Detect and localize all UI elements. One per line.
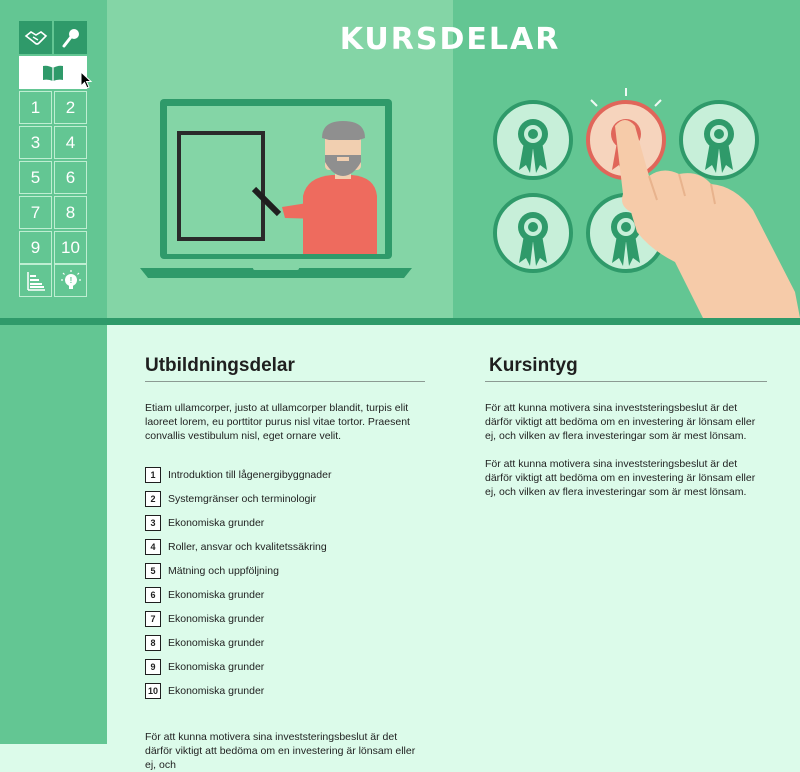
section-heading: Utbildningsdelar (145, 355, 425, 382)
mouse-cursor-icon (80, 71, 92, 89)
lesson-label: Mätning och uppföljning (168, 565, 279, 577)
lesson-item[interactable] (145, 607, 425, 631)
certificate-section (485, 325, 767, 499)
lesson-item[interactable] (145, 583, 425, 607)
chapter-button-2[interactable]: 2 (54, 91, 87, 124)
lesson-item[interactable] (145, 511, 425, 535)
lesson-number: 2 (145, 491, 161, 507)
page-title: KURSDELAR (339, 22, 561, 57)
lesson-label: Systemgränser och terminologir (168, 493, 317, 505)
lesson-number: 7 (145, 611, 161, 627)
lesson-label: Ekonomiska grunder (168, 637, 265, 649)
chapter-button-8[interactable]: 8 (54, 196, 87, 229)
lesson-item[interactable] (145, 655, 425, 679)
lesson-label: Introduktion till lågenergibyggnader (168, 469, 332, 481)
lesson-item[interactable] (145, 487, 425, 511)
lesson-number: 9 (145, 659, 161, 675)
open-book-icon (42, 64, 64, 82)
tips-button[interactable] (54, 264, 87, 297)
lesson-number: 1 (145, 467, 161, 483)
chapter-button-6[interactable]: 6 (54, 161, 87, 194)
lesson-label: Ekonomiska grunder (168, 517, 265, 529)
lesson-item[interactable] (145, 535, 425, 559)
lesson-number: 4 (145, 539, 161, 555)
lesson-number: 10 (145, 683, 161, 699)
chapter-button-7[interactable]: 7 (19, 196, 52, 229)
course-parts-section (145, 325, 425, 772)
lesson-label: Ekonomiska grunder (168, 685, 265, 697)
svg-text:!: ! (69, 275, 72, 285)
lesson-label: Ekonomiska grunder (168, 613, 265, 625)
lesson-item[interactable] (145, 463, 425, 487)
microphone-button[interactable] (54, 21, 87, 54)
hero-banner (0, 0, 800, 318)
lesson-item[interactable] (145, 631, 425, 655)
lesson-number: 6 (145, 587, 161, 603)
section-heading: Kursintyg (485, 355, 767, 382)
lesson-label: Roller, ansvar och kvalitetssäkring (168, 541, 327, 553)
lightbulb-icon (61, 270, 81, 292)
lesson-label: Ekonomiska grunder (168, 589, 265, 601)
certificate-paragraph: För att kunna motivera sina investsteringsbeslut är det därför viktigt att bedöma om en investering är lönsam eller ej, och vilken av flera investeringar som är mest lönsam. (485, 402, 756, 442)
handshake-button[interactable] (19, 21, 52, 54)
chapter-button-10[interactable]: 10 (54, 231, 87, 264)
section-intro: Etiam ullamcorper, justo at ullamcorper blandit, turpis elit laoreet lorem, eu porttitor purus nisl vitae tortor. Praesent convallis vestibulum nisl, eget ornare velit. (145, 402, 410, 442)
hero-divider (0, 318, 800, 325)
left-sidebar-strip (0, 325, 107, 744)
chapter-button-4[interactable]: 4 (54, 126, 87, 159)
chapter-button-3[interactable]: 3 (19, 126, 52, 159)
lesson-label: Ekonomiska grunder (168, 661, 265, 673)
bar-chart-icon (26, 271, 46, 291)
handshake-icon (25, 30, 47, 46)
chapter-button-5[interactable]: 5 (19, 161, 52, 194)
lesson-list (145, 463, 425, 703)
chapter-button-9[interactable]: 9 (19, 231, 52, 264)
certificate-paragraph: För att kunna motivera sina investsteringsbeslut är det därför viktigt att bedöma om en investering är lönsam eller ej, och vilken av flera investeringar som är mest lönsam. (485, 458, 756, 498)
statistics-button[interactable] (19, 264, 52, 297)
bottom-paragraph: För att kunna motivera sina investsteringsbeslut är det därför viktigt att bedöma om en investering är lönsam eller ej, och (145, 731, 416, 771)
lesson-item[interactable] (145, 559, 425, 583)
lesson-number: 5 (145, 563, 161, 579)
lesson-number: 3 (145, 515, 161, 531)
course-parts-button[interactable] (19, 56, 87, 89)
lesson-item[interactable] (145, 679, 425, 703)
chapter-button-1[interactable]: 1 (19, 91, 52, 124)
microphone-icon (62, 28, 80, 48)
lesson-number: 8 (145, 635, 161, 651)
